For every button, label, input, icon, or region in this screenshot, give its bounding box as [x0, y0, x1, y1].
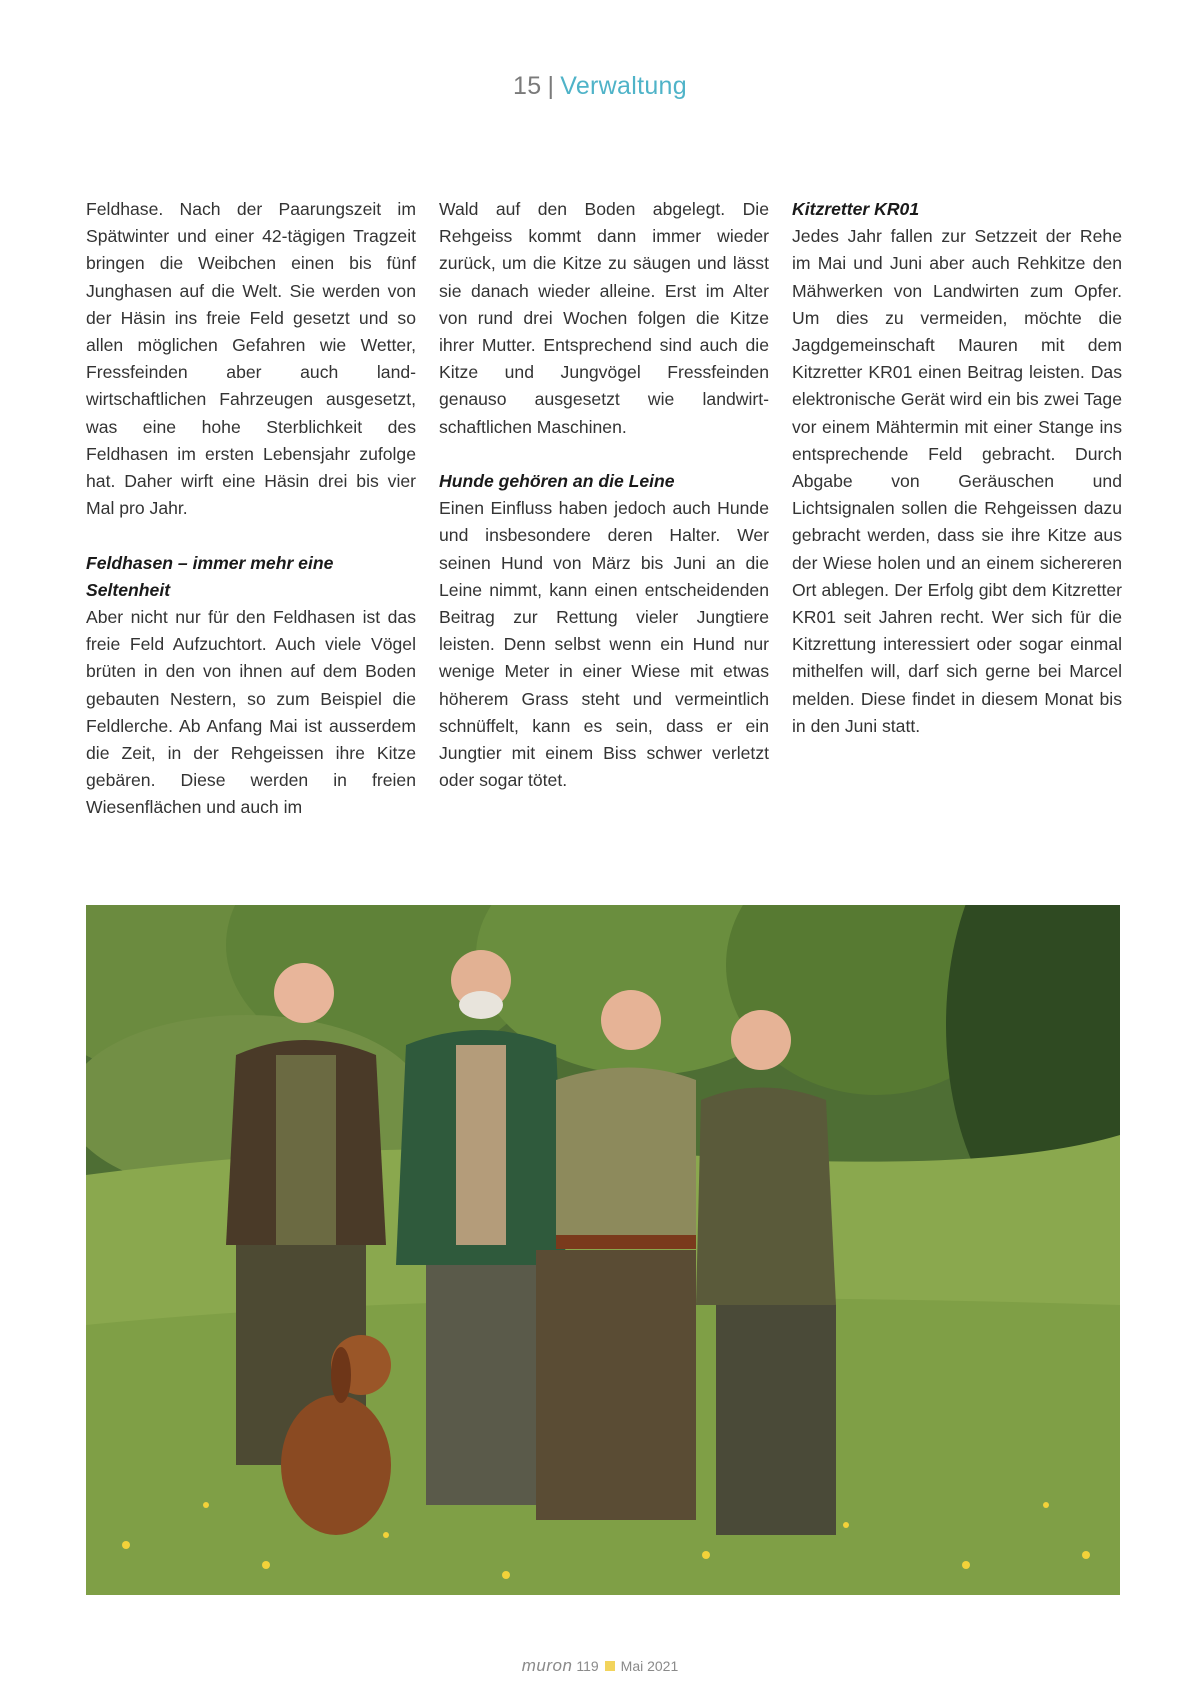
- issue-date: Mai 2021: [620, 1658, 679, 1674]
- footer-square-icon: [605, 1661, 615, 1671]
- subheading: Feldhasen – immer mehr eine Seltenheit: [86, 552, 334, 600]
- magazine-brand: muron: [521, 1656, 573, 1675]
- issue-number: 119: [576, 1658, 599, 1674]
- column-1: [86, 196, 416, 822]
- paragraph: Jedes Jahr fallen zur Setzzeit der Rehe im Mai und Juni aber auch Rehkitze den Mähwerken von Landwirten zum Opfer. Um dies zu vermeiden, möchte die Jagdgemeinschaft Mauren mit dem Kitzretter KR01 einen Beitrag leisten. Das elektronische Gerät wird ein bis zwei Tage vor einem Mähtermin mit einer Stange ins entsprechende Feld gebracht. Durch Abgabe von Geräuschen und Lichtsignalen sollen die Rehgeissen dazu gebracht werden, dass sie ihre Kitze aus der Wiese holen und an einem sichereren Ort ablegen. Der Erfolg gibt dem Kitzretter KR01 seit Jahren recht. Wer sich für die Kitzrettung interessiert oder sogar einmal mithelfen will, darf sich gerne bei Marcel melden. Diese findet in diesem Monat bis in den Juni statt.: [792, 226, 1122, 736]
- column-2: [439, 196, 769, 794]
- paragraph: Feldhase. Nach der Paarungszeit im Spätwinter und einer 42-tägigen Tragzeit bringen die Weibchen einen bis fünf Junghasen auf die Welt. Sie werden von der Häsin ins freie Feld gesetzt und so allen möglichen Gefahren wie Wetter, Fressfeinden aber auch landwirtschaftlichen Fahrzeugen ausgesetzt, was eine hohe Sterblichkeit des Feldhasen im ersten Lebensjahr zufolge hat. Daher wirft eine Häsin drei bis vier Mal pro Jahr.: [86, 199, 416, 519]
- photo-illustration: [86, 905, 1120, 1595]
- section-title: Verwaltung: [560, 72, 687, 100]
- page-header: [0, 72, 1200, 101]
- group-photo: [86, 905, 1120, 1595]
- page-number: 15: [513, 72, 542, 100]
- subheading: Hunde gehören an die Leine: [439, 471, 675, 492]
- header-separator: |: [547, 72, 555, 100]
- page-footer: [0, 1656, 1200, 1676]
- subheading: Kitzretter KR01: [792, 199, 920, 219]
- paragraph: Einen Einfluss haben jedoch auch Hunde und insbesondere deren Halter. Wer seinen Hund von März bis Juni an die Leine nimmt, kann einen entscheidenden Beitrag zur Rettung vieler Jungtiere leisten. Denn selbst wenn ein Hund nur wenige Meter in einer Wiese mit etwas höherem Grass steht und vermeintlich schnüffelt, kann es sein, dass er ein Jungtier mit einem Biss schwer verletzt oder sogar tötet.: [439, 498, 769, 791]
- article-body: [86, 196, 1120, 836]
- column-3: [792, 196, 1122, 740]
- paragraph: Wald auf den Boden abgelegt. Die Rehgeiss kommt dann immer wieder zurück, um die Kitze zu säugen und lässt sie danach wieder alleine. Erst im Alter von rund drei Wochen folgen die Kitze ihrer Mutter. Entsprechend sind auch die Kitze und Jungvögel Fressfeinden genauso ausgesetzt wie landwirtschaftlichen Maschinen.: [439, 199, 769, 437]
- paragraph: Aber nicht nur für den Feldhasen ist das freie Feld Aufzuchtort. Auch viele Vögel brüten in den von ihnen auf dem Boden gebauten Nestern, so zum Beispiel die Feldlerche. Ab Anfang Mai ist ausserdem die Zeit, in der Rehgeissen ihre Kitze gebären. Diese werden in freien Wiesenflächen und auch im: [86, 607, 416, 818]
